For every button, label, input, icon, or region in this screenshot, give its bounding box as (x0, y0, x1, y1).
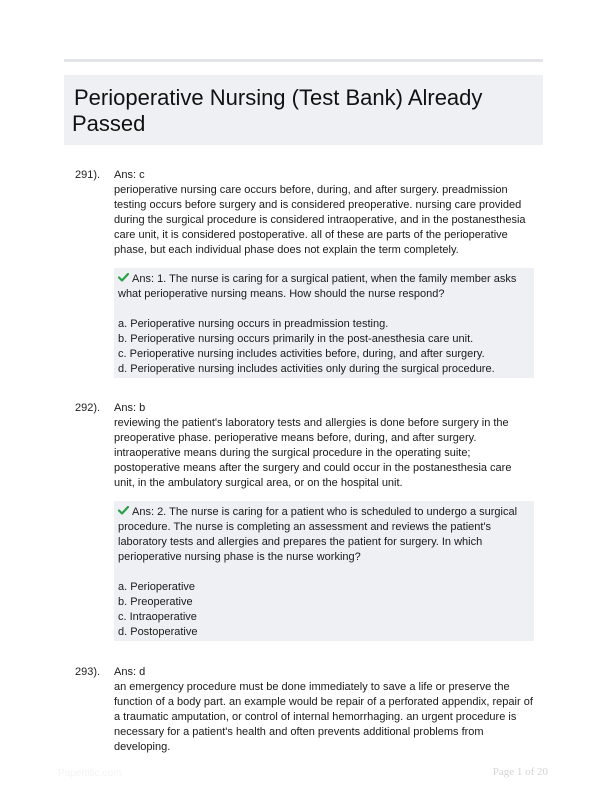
option-c: c. Intraoperative (118, 611, 197, 623)
answer-label: Ans: b (114, 402, 146, 414)
answer-label: Ans: c (114, 169, 145, 181)
question-body (114, 401, 534, 491)
check-icon (118, 273, 129, 282)
check-icon (118, 506, 129, 515)
rationale-text: perioperative nursing care occurs before, during, and after surgery. preadmission testing occurs before surgery and is considered preoperative. nursing care provided during the surgical procedure is considered intraoperative, and in the postanesthesia care unit, it is considered postoperative. all of these are parts of the perioperative phase, but each individual phase does not explain the term completely. (114, 184, 526, 256)
option-c: c. Perioperative nursing includes activities before, during, and after surgery. (118, 348, 485, 360)
option-a: a. Perioperative (118, 581, 196, 593)
answer-label: Ans: d (114, 666, 146, 678)
question-number: 291). (75, 169, 101, 181)
page-title-line1: Perioperative Nursing (Test Bank) Already (74, 85, 483, 110)
option-d: d. Postoperative (118, 626, 198, 638)
page-number: Page 1 of 20 (492, 766, 548, 778)
options-list (118, 317, 530, 377)
question-body (114, 168, 534, 258)
question-text: Ans: 1. The nurse is caring for a surgical patient, when the family member asks what perioperative nursing means. How should the nurse respond? (118, 273, 517, 300)
rationale-text: an emergency procedure must be done immediately to save a life or preserve the function of a body part. an example would be repair of a perforated appendix, repair of a traumatic amputation, or control of internal hemorrhaging. an urgent procedure is necessary for a patient's health and often prevents additional problems from developing. (114, 681, 533, 753)
question-text-line (118, 505, 530, 565)
page-title (72, 85, 533, 137)
rationale-text: reviewing the patient's laboratory tests and allergies is done before surgery in the preoperative phase. perioperative means before, during, and after surgery. intraoperative means during the surgical procedure in the operating suite; postoperative means after the surgery and could occur in the postanesthesia care unit, in the ambulatory surgical area, or on the hospital unit. (114, 417, 512, 489)
answer-box (114, 501, 534, 641)
option-a: a. Perioperative nursing occurs in preadmission testing. (118, 318, 389, 330)
option-d: d. Perioperative nursing includes activities only during the surgical procedure. (118, 363, 495, 375)
answer-box (114, 268, 534, 378)
question-text-line (118, 272, 530, 302)
question-body (114, 665, 534, 755)
options-list (118, 580, 530, 640)
option-b: b. Perioperative nursing occurs primarily in the post-anesthesia care unit. (118, 333, 474, 345)
question-number: 293). (75, 666, 101, 678)
footer-site: Papertific.com (58, 768, 122, 779)
option-b: b. Preoperative (118, 596, 193, 608)
top-rule (64, 59, 543, 62)
question-text: Ans: 2. The nurse is caring for a patient who is scheduled to undergo a surgical procedure. The nurse is completing an assessment and reviews the patient's laboratory tests and allergies and prepares the patient for surgery. In which perioperative nursing phase is the nurse working? (118, 506, 518, 563)
title-band (64, 75, 543, 145)
question-number: 292). (75, 402, 101, 414)
page-title-line2: Passed (72, 111, 146, 136)
